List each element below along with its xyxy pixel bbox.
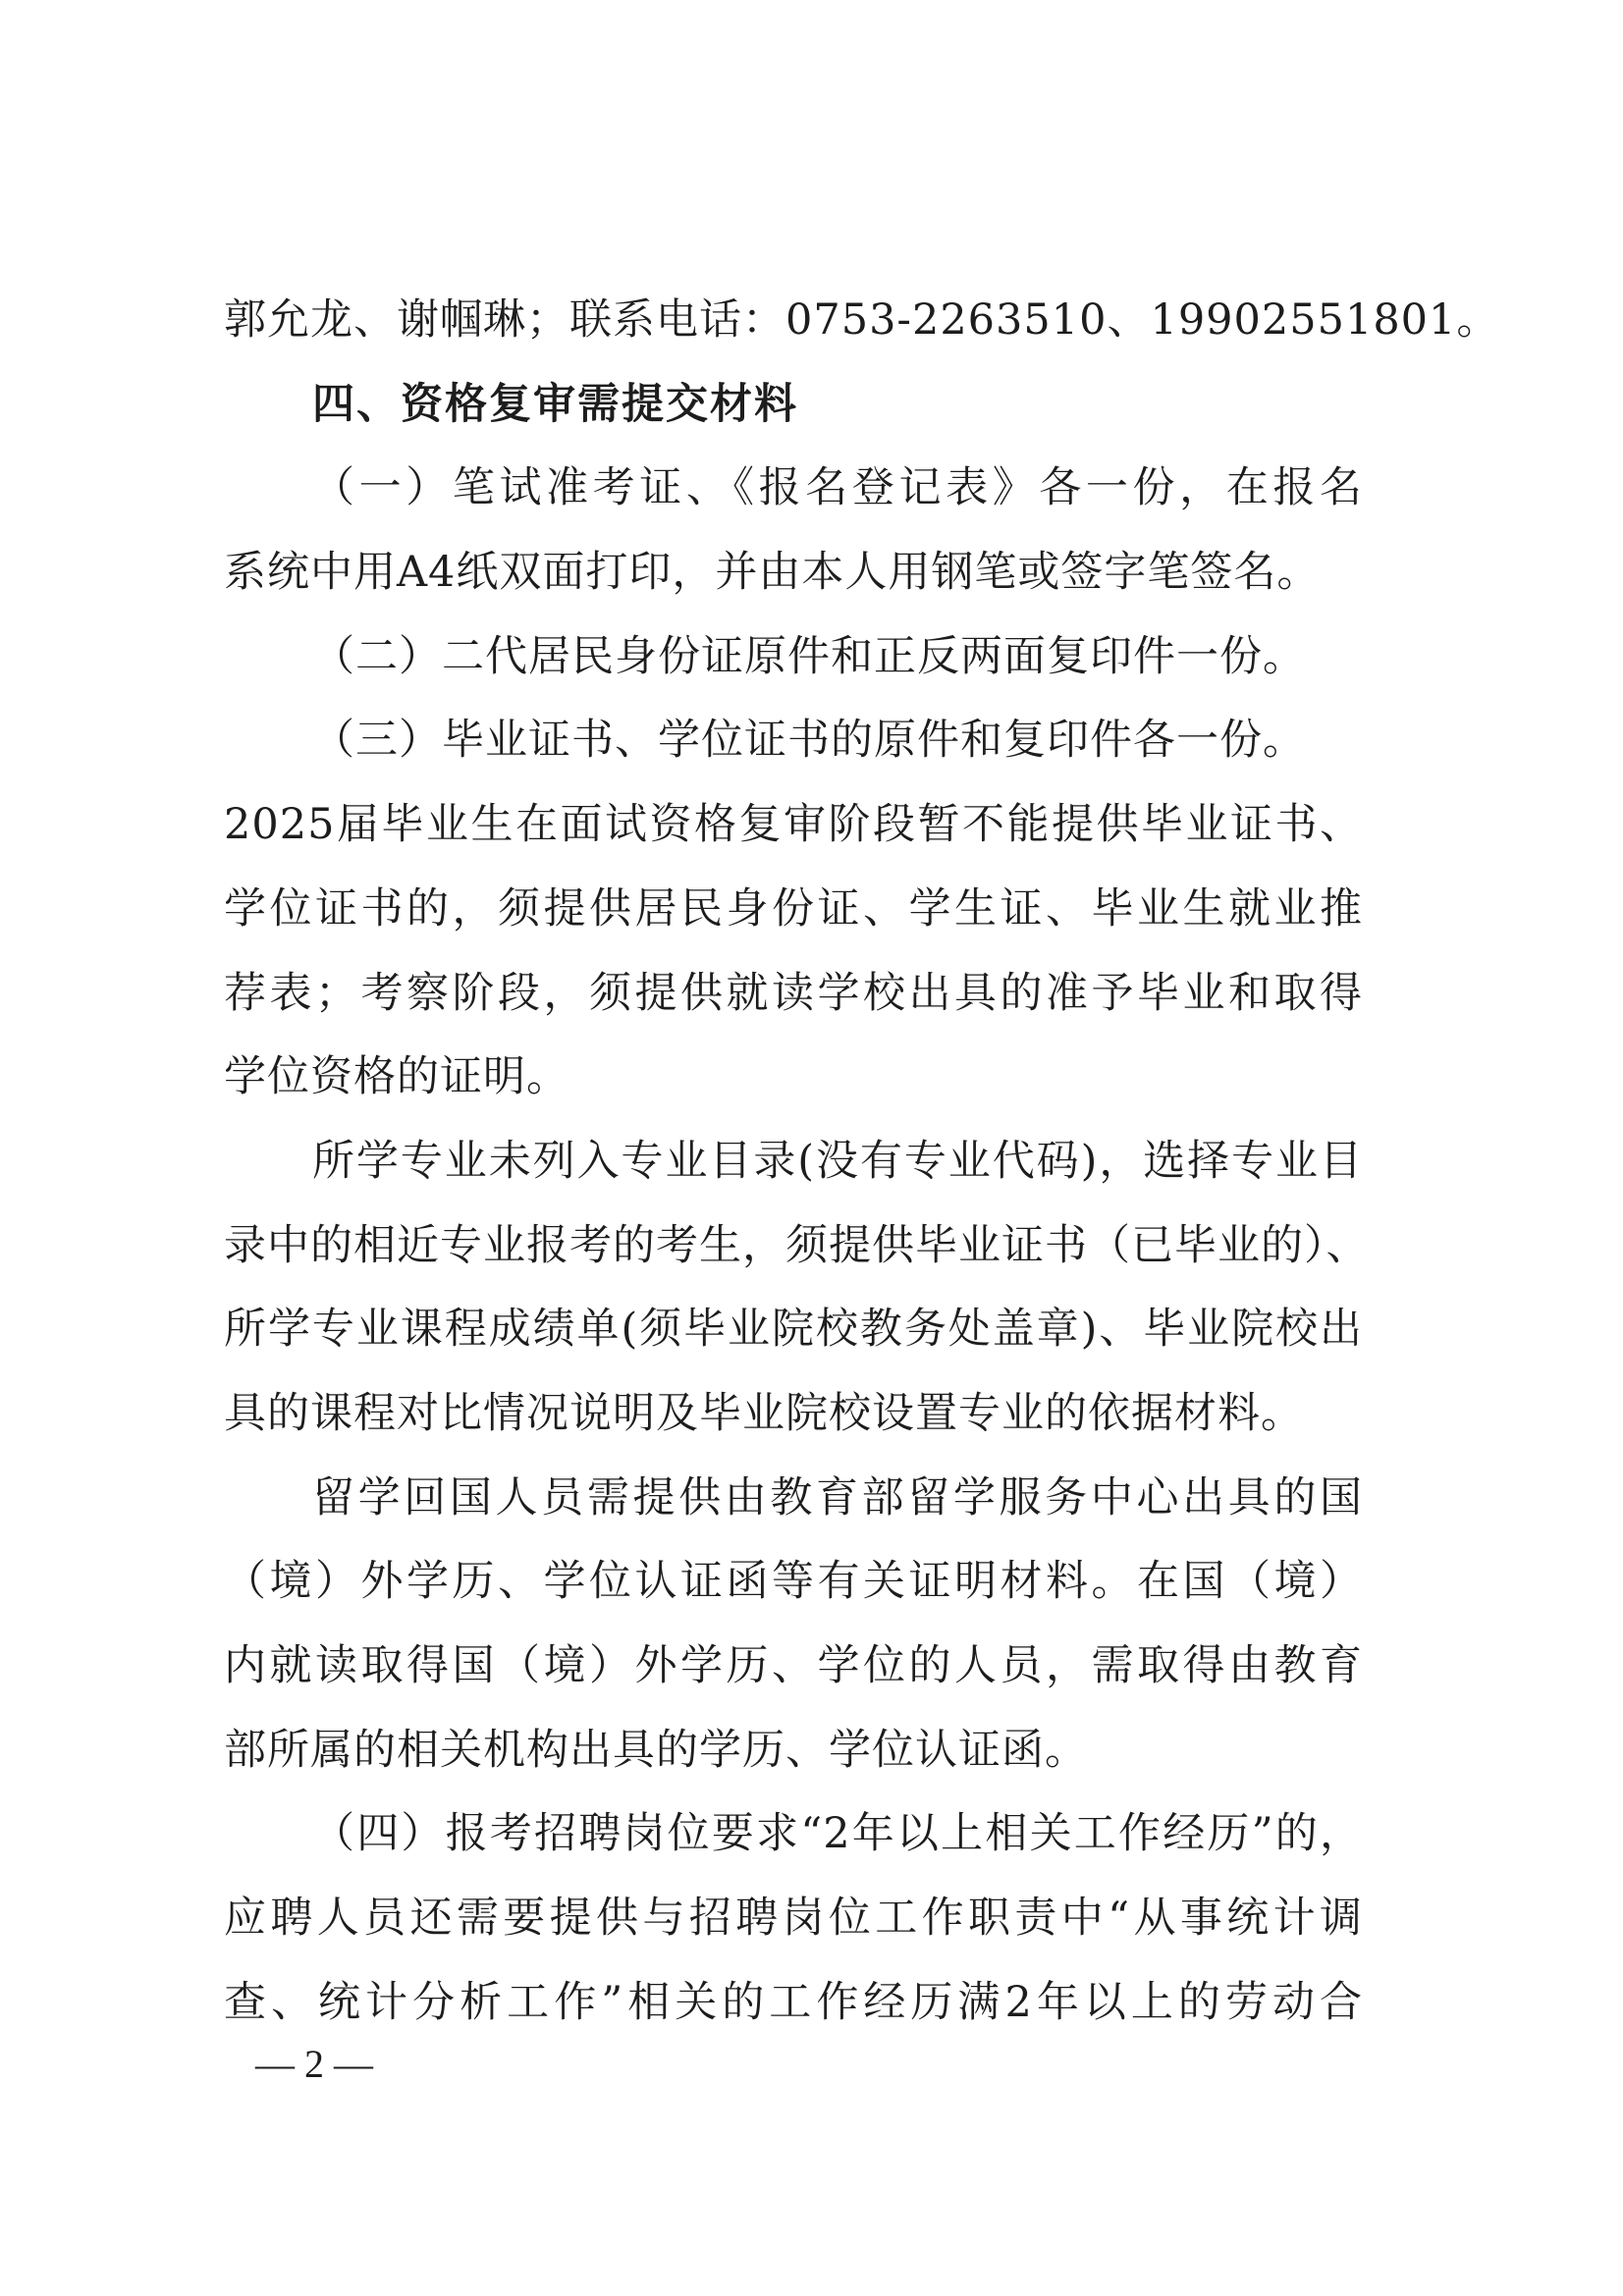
paragraph-line: 录中的相近专业报考的考生，须提供毕业证书（已毕业的）、 — [224, 1221, 1370, 1270]
paragraph-line: （三）毕业证书、学位证书的原件和复印件各一份。 — [312, 716, 1306, 765]
paragraph-line: （境）外学历、学位认证函等有关证明材料。在国（境） — [224, 1557, 1363, 1606]
paragraph-line: 查、统计分析工作”相关的工作经历满2年以上的劳动合 — [224, 1978, 1363, 2027]
paragraph-line: 留学回国人员需提供由教育部留学服务中心出具的国 — [312, 1473, 1363, 1522]
paragraph-line: 部所属的相关机构出具的学历、学位认证函。 — [224, 1726, 1088, 1775]
paragraph-line: 所学专业未列入专业目录(没有专业代码)，选择专业目 — [312, 1137, 1363, 1186]
paragraph-line: （四）报考招聘岗位要求“2年以上相关工作经历”的， — [312, 1809, 1363, 1858]
paragraph-line: 2025届毕业生在面试资格复审阶段暂不能提供毕业证书、 — [224, 800, 1363, 849]
paragraph-line: 内就读取得国（境）外学历、学位的人员，需取得由教育 — [224, 1641, 1363, 1690]
page-number: — 2 — — [255, 2042, 373, 2086]
paragraph-line: （二）二代居民身份证原件和正反两面复印件一份。 — [312, 632, 1306, 681]
paragraph-line: 系统中用A4纸双面打印，并由本人用钢笔或签字笔签名。 — [224, 548, 1321, 597]
paragraph-line: 具的课程对比情况说明及毕业院校设置专业的依据材料。 — [224, 1389, 1304, 1438]
section-heading: 四、资格复审需提交材料 — [312, 380, 798, 429]
paragraph-line: 学位证书的，须提供居民身份证、学生证、毕业生就业推 — [224, 884, 1363, 934]
paragraph-line: （一）笔试准考证、《报名登记表》各一份，在报名 — [312, 463, 1363, 512]
text-line-contact: 郭允龙、谢帼琳；联系电话：0753-2263510、19902551801。 — [224, 295, 1500, 345]
paragraph-line: 所学专业课程成绩单(须毕业院校教务处盖章)、毕业院校出 — [224, 1305, 1363, 1354]
paragraph-line: 荐表；考察阶段，须提供就读学校出具的准予毕业和取得 — [224, 969, 1363, 1018]
paragraph-line: 应聘人员还需要提供与招聘岗位工作职责中“从事统计调 — [224, 1894, 1363, 1943]
paragraph-line: 学位资格的证明。 — [224, 1052, 569, 1101]
